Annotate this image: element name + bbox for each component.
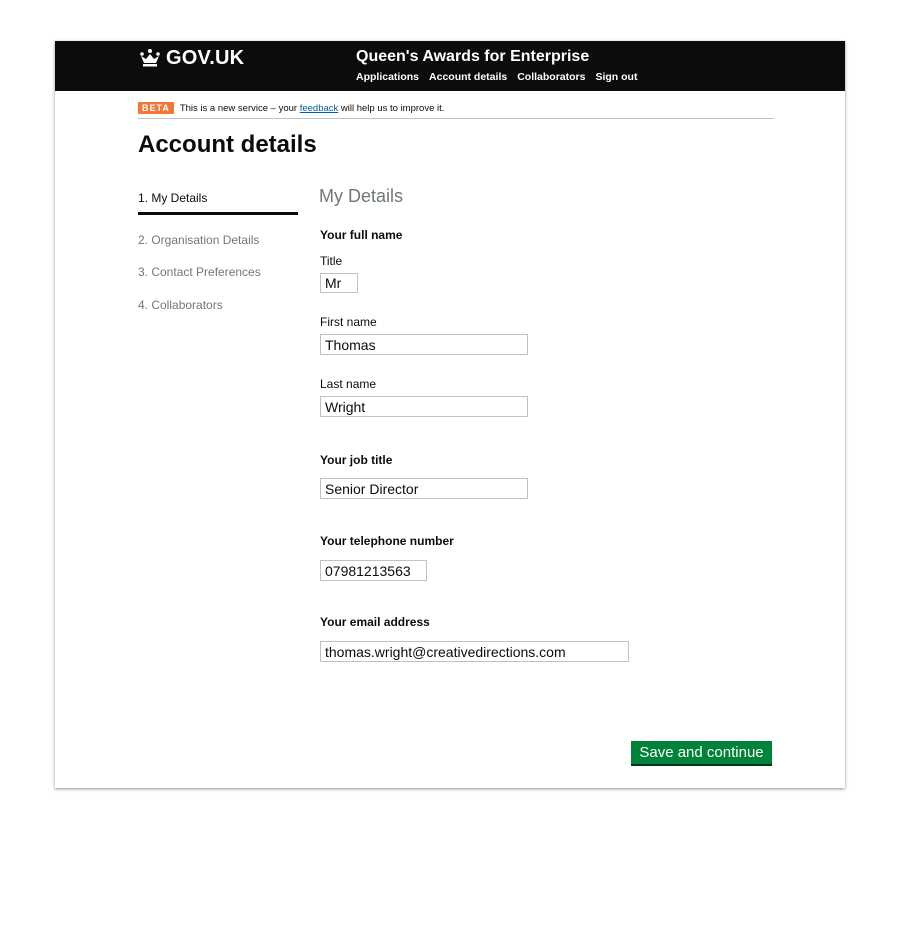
job-title-field[interactable]: [320, 478, 528, 499]
section-heading: My Details: [319, 186, 404, 206]
page-title: Account details: [138, 131, 317, 158]
first-name-label: First name: [320, 315, 377, 329]
nav-applications[interactable]: Applications: [356, 71, 420, 83]
nav-account-details[interactable]: Account details: [429, 71, 508, 83]
title-label: Title: [320, 254, 343, 268]
header-nav: [356, 71, 637, 83]
logo-text: GOV.UK: [166, 46, 245, 69]
beta-text-before: This is a new service – your: [179, 102, 300, 114]
active-step-indicator: [138, 212, 298, 215]
govuk-logo[interactable]: [138, 47, 244, 69]
beta-tag: BETA: [138, 102, 174, 114]
last-name-field[interactable]: [320, 396, 528, 417]
save-and-continue-button[interactable]: Save and continue: [631, 741, 772, 766]
step-collaborators[interactable]: 4. Collaborators: [138, 298, 223, 312]
page-frame: [55, 41, 845, 788]
last-name-label: Last name: [320, 377, 377, 391]
service-name[interactable]: Queen's Awards for Enterprise: [356, 48, 590, 65]
step-organisation-details[interactable]: 2. Organisation Details: [138, 233, 260, 247]
feedback-link[interactable]: feedback: [299, 102, 339, 114]
first-name-field[interactable]: [320, 334, 528, 355]
email-label: Your email address: [320, 615, 430, 629]
site-header: [55, 41, 845, 91]
title-field[interactable]: [320, 273, 358, 293]
step-contact-preferences[interactable]: 3. Contact Preferences: [138, 265, 261, 279]
step-my-details[interactable]: 1. My Details: [138, 191, 208, 205]
crown-icon: [138, 48, 162, 68]
beta-banner: [138, 98, 774, 119]
telephone-label: Your telephone number: [320, 534, 454, 548]
telephone-field[interactable]: [320, 560, 427, 581]
email-field[interactable]: [320, 641, 629, 662]
beta-text-after: will help us to improve it.: [338, 102, 445, 114]
job-title-label: Your job title: [320, 453, 393, 467]
nav-collaborators[interactable]: Collaborators: [517, 71, 586, 83]
nav-sign-out[interactable]: Sign out: [595, 71, 638, 83]
full-name-label: Your full name: [320, 228, 403, 242]
